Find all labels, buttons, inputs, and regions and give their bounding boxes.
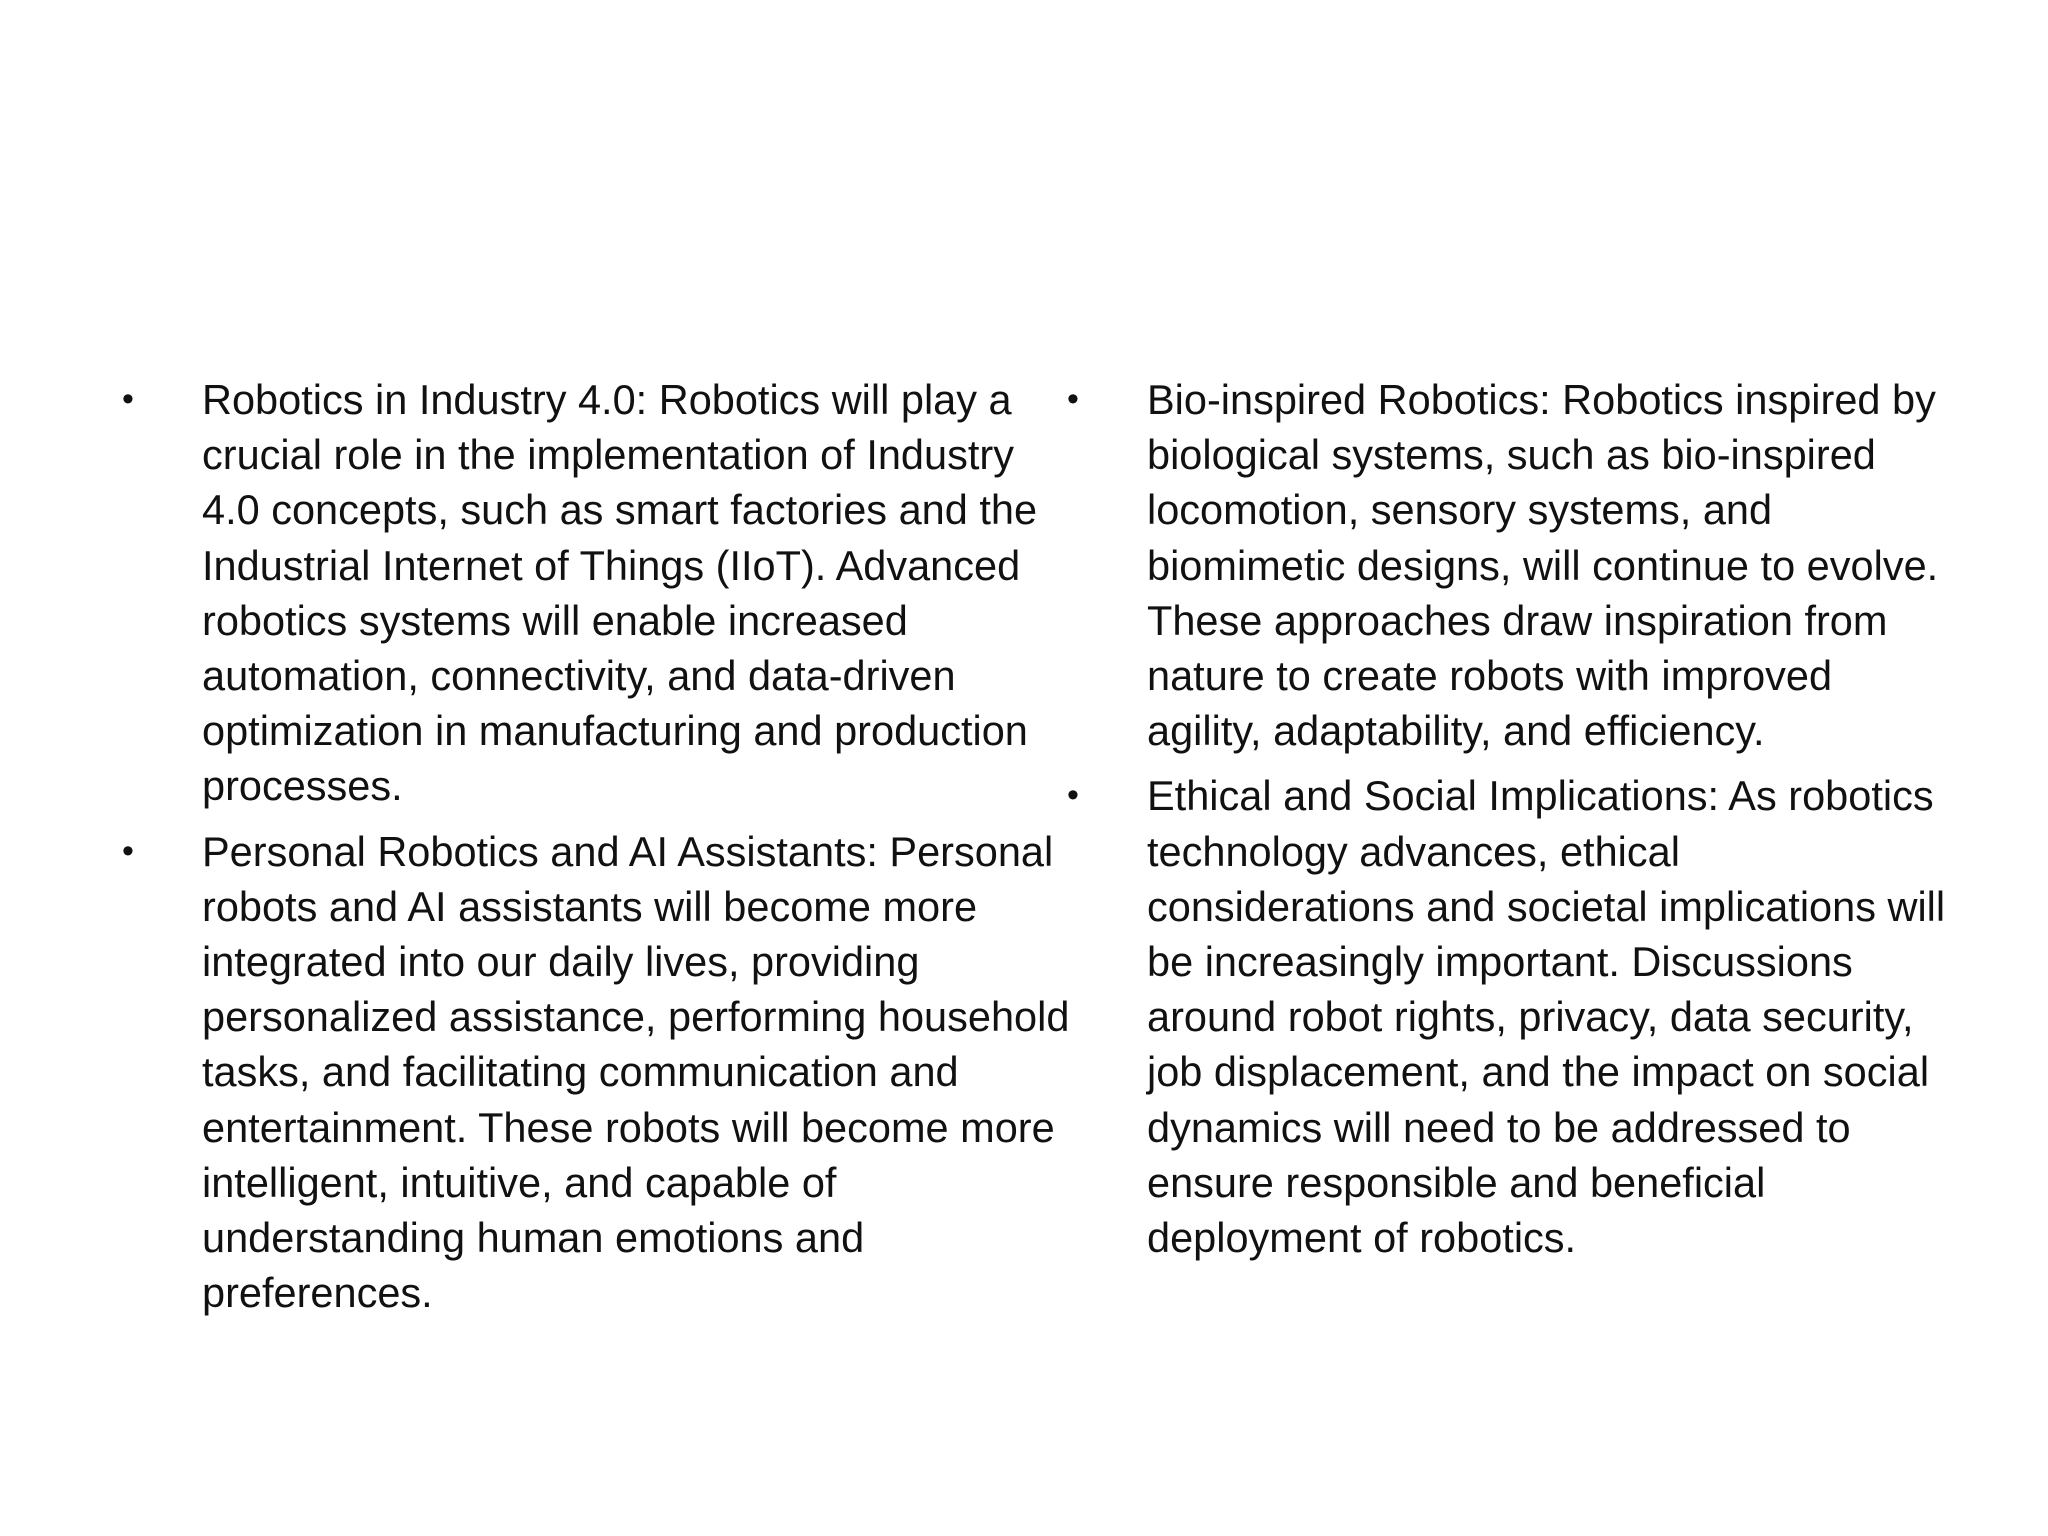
bullet-text: Ethical and Social Implications: As robotics technology advances, ethical considerations and societal implications will be increasingly important. Discussions around robot rights, privacy, data security, job displacement, and the impact on social dynamics will need to be addressed to ensure responsible and beneficial deployment of robotics. [1147, 772, 1946, 1262]
left-column-bullet-list [118, 372, 1070, 1330]
bullet-icon: • [1067, 776, 1079, 815]
bullet-icon: • [1067, 380, 1079, 418]
bullet-text: Robotics in Industry 4.0: Robotics will play a crucial role in the implementation of Industry 4.0 concepts, such as smart factories and the Industrial Internet of Things (IIoT). Advanced robotics systems will enable increased automation, connectivity, and data-driven optimization in manufacturing and production processes. [202, 376, 1038, 810]
bullet-item-ethical-social-implications [1063, 768, 1963, 1265]
bullet-item-bio-inspired-robotics [1063, 372, 1963, 758]
bullet-text: Personal Robotics and AI Assistants: Personal robots and AI assistants will become more integrated into our daily lives, providing personalized assistance, performing household tasks, and facilitating communication and entertainment. These robots will become more intelligent, intuitive, and capable of understanding human emotions and preferences. [202, 827, 1070, 1317]
bullet-icon: • [122, 380, 134, 418]
bullet-icon: • [122, 831, 134, 870]
bullet-text: Bio-inspired Robotics: Robotics inspired by biological systems, such as bio-inspired locomotion, sensory systems, and biomimetic designs, will continue to evolve. These approaches draw inspiration from nature to create robots with improved agility, adaptability, and efficiency. [1147, 376, 1939, 755]
right-column-bullet-list [1063, 372, 1963, 1275]
bullet-item-robotics-industry-4 [118, 372, 1038, 814]
bullet-item-personal-robotics [118, 824, 1070, 1321]
